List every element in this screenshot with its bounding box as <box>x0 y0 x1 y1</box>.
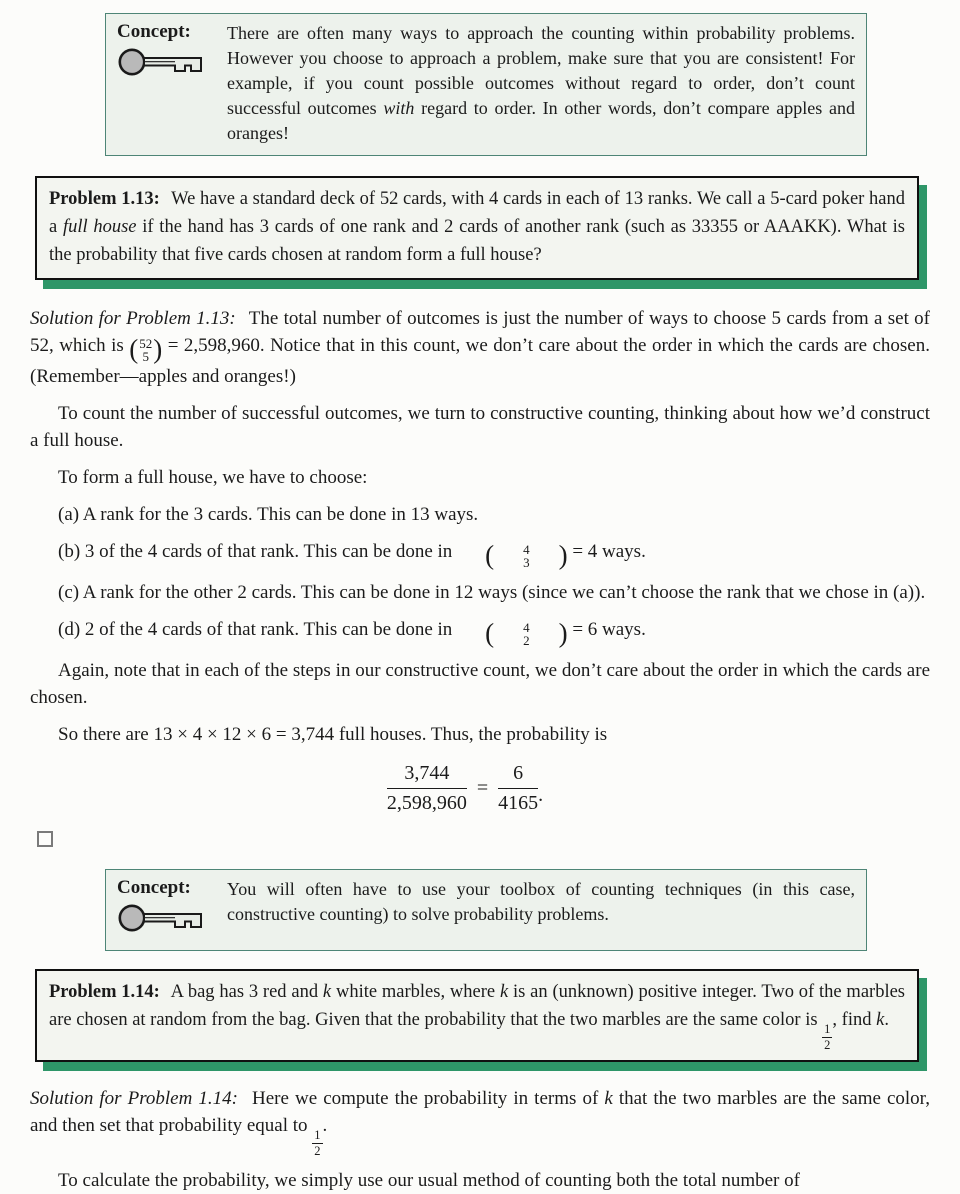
fraction-reduced <box>498 762 538 815</box>
solution-1-13-paragraph-3: To form a full house, we have to choose: <box>58 467 368 488</box>
variable-k: k <box>876 1010 885 1030</box>
problem-1-13-text-part: if the hand has 3 cards of one rank and 2 cards of another rank (such as 33355 or AAAKK). What is the probability that five cards chosen at random form a full house? <box>49 217 905 265</box>
equation-period: . <box>538 784 544 806</box>
solution-1-13-item-c: (c) A rank for the other 2 cards. This can be done in 12 ways (since we can’t choose the rank that we chose in (a)). <box>58 582 926 603</box>
binomial-52-choose-5: ( 52 5 ) <box>129 334 163 364</box>
solution-1-13-paragraph-5: So there are 13 × 4 × 12 × 6 = 3,744 full houses. Thus, the probability is <box>58 724 608 745</box>
binomial-4-choose-3: ( 4 3 ) <box>485 540 568 570</box>
concept-1-text-part: regard to order. In other words, don’t compare apples and oranges! <box>227 98 855 143</box>
key-icon <box>117 902 213 941</box>
item-d-part: = 6 ways. <box>567 619 646 640</box>
variable-k: k <box>322 982 332 1002</box>
problem-1-14-text-part: white marbles, where <box>331 982 500 1002</box>
problem-1-13-text <box>49 185 905 269</box>
fraction-one-half <box>822 1023 832 1051</box>
problem-1-14-box <box>35 969 919 1062</box>
solution-1-13-item-d <box>30 616 930 647</box>
item-b-part: = 4 ways. <box>567 541 646 562</box>
fraction-one-half <box>312 1129 322 1157</box>
solution-1-13-item-b <box>30 538 930 569</box>
solution-1-13 <box>30 305 930 748</box>
problem-1-13-label: Problem 1.13: <box>49 189 160 209</box>
solution-1-13-paragraph-2: To count the number of successful outcomes, we turn to constructive counting, thinking about how we’d construct a full house. <box>30 403 930 451</box>
probability-equation <box>0 762 930 815</box>
fraction-denominator: 2,598,960 <box>386 792 467 814</box>
binomial-top: 4 <box>523 541 530 557</box>
solution-1-14-lead: Solution for Problem 1.14: <box>30 1088 238 1109</box>
binomial-top: 4 <box>523 619 530 635</box>
problem-1-14-text-part: is an (unknown) positive integer. Two of the marbles are chosen at random from the bag. Given that the probability that the two marbles are the same color is <box>49 982 905 1030</box>
fraction-numerator: 1 <box>824 1022 831 1036</box>
qed-square-icon <box>37 831 53 847</box>
binomial-4-choose-2: ( 4 2 ) <box>485 618 568 648</box>
solution-1-13-p1-part: The total number of outcomes is just the number of ways to choose 5 cards from a set of 52, which is <box>30 308 930 356</box>
problem-1-14-text-part: . <box>884 1010 889 1030</box>
solution-1-14 <box>30 1085 930 1194</box>
item-d-part: (d) 2 of the 4 cards of that rank. This can be done in <box>58 619 458 640</box>
concept-label-column <box>117 877 213 941</box>
solution-1-13-paragraph-4: Again, note that in each of the steps in our constructive count, we don’t care about the order in which the cards are chosen. <box>30 660 930 708</box>
concept-2-text: You will often have to use your toolbox of counting techniques (in this case, constructive counting) to solve probability problems. <box>227 879 855 924</box>
concept-box-1 <box>105 13 867 156</box>
equals-sign: = <box>476 777 489 799</box>
fraction-full-houses <box>387 762 467 815</box>
solution-1-13-lead: Solution for Problem 1.13: <box>30 308 236 329</box>
fraction-denominator: 2 <box>824 1037 831 1052</box>
solution-1-13-p1-part: = 2,598,960. Notice that in this count, we don’t care about the order in which the cards are chosen. (Remember—apples and oranges!) <box>30 335 930 387</box>
fraction-denominator: 4165 <box>498 792 539 814</box>
problem-1-13-text-part: We have a standard deck of 52 cards, with 4 cards in each of 13 ranks. We call a 5-card poker hand a <box>49 189 905 237</box>
problem-1-14-text <box>49 978 905 1051</box>
fraction-numerator: 6 <box>498 762 538 789</box>
binomial-bottom: 3 <box>523 554 530 570</box>
problem-1-13-box <box>35 176 919 280</box>
problem-1-14-text-part: , find <box>832 1010 877 1030</box>
problem-1-14-text-part: A bag has 3 red and <box>166 982 323 1002</box>
spacer <box>0 951 960 969</box>
solution-1-13-paragraph-1 <box>30 305 930 390</box>
concept-1-text-part: There are often many ways to approach the counting within probability problems. However you choose to approach a problem, make sure that you are consistent! For example, if you count possible outcomes without regard to order, don’t count successful outcomes <box>227 23 855 118</box>
concept-1-text <box>227 21 855 146</box>
solution-1-13-item-a: (a) A rank for the 3 cards. This can be done in 13 ways. <box>58 504 479 525</box>
solution-1-14-paragraph-1 <box>30 1085 930 1157</box>
problem-1-13-text-italic: full house <box>62 217 137 237</box>
key-icon <box>117 46 213 85</box>
item-b-part: (b) 3 of the 4 cards of that rank. This can be done in <box>58 541 458 562</box>
concept-box-2 <box>105 869 867 951</box>
spacer <box>0 847 960 869</box>
binomial-bottom: 5 <box>142 348 149 364</box>
solution-1-14-p1-part: . <box>322 1115 328 1136</box>
binomial-bottom: 2 <box>523 632 530 648</box>
concept-label: Concept: <box>117 21 191 42</box>
solution-1-14-p1-part: Here we compute the probability in terms of <box>245 1088 605 1109</box>
binomial-top: 52 <box>139 335 153 351</box>
variable-k: k <box>604 1088 613 1109</box>
fraction-numerator: 3,744 <box>387 762 467 789</box>
concept-label-column <box>117 21 213 146</box>
concept-label: Concept: <box>117 877 191 898</box>
fraction-numerator: 1 <box>314 1128 321 1142</box>
solution-1-14-paragraph-2: To calculate the probability, we simply use our usual method of counting both the total number of <box>58 1170 800 1191</box>
solution-1-14-p1-part: that the two marbles are the same color, and then set that probability equal to <box>30 1088 930 1136</box>
fraction-denominator: 2 <box>314 1143 321 1158</box>
problem-1-14-label: Problem 1.14: <box>49 982 160 1002</box>
variable-k: k <box>499 982 509 1002</box>
concept-1-text-italic: with <box>383 98 415 118</box>
